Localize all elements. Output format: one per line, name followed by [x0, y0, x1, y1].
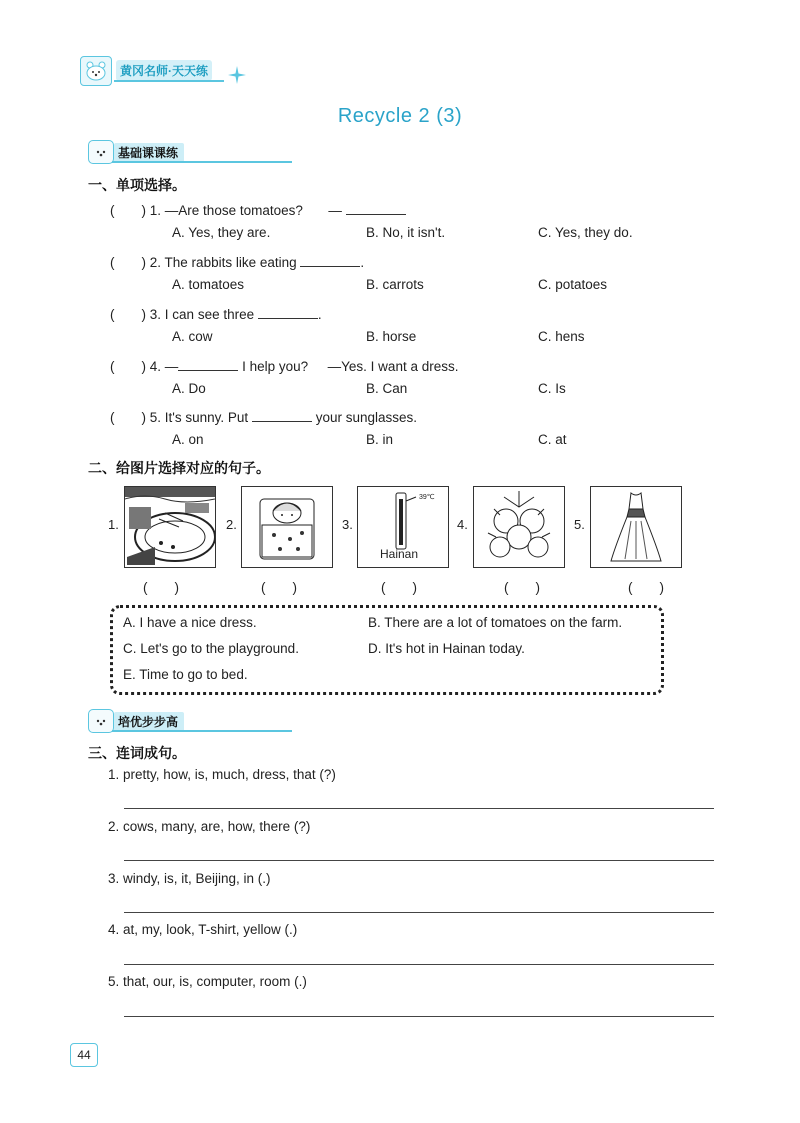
option[interactable]: C. at — [538, 432, 567, 447]
reorder-item: 3. windy, is, it, Beijing, in (.) — [108, 871, 271, 886]
answer-paren[interactable]: ( ) — [110, 255, 146, 270]
answer-line[interactable] — [124, 1016, 714, 1017]
answer-paren[interactable]: ( ) — [381, 580, 417, 595]
answer-paren[interactable]: ( ) — [261, 580, 297, 595]
divider — [112, 730, 292, 732]
reorder-item: 1. pretty, how, is, much, dress, that (?) — [108, 767, 336, 782]
section1-heading: 一、单项选择。 — [88, 177, 186, 193]
answer-paren[interactable]: ( ) — [628, 580, 664, 595]
page-number: 44 — [70, 1043, 98, 1067]
sentence-option[interactable]: D. It's hot in Hainan today. — [368, 641, 525, 656]
answer-paren[interactable]: ( ) — [110, 410, 146, 425]
question-number: 4. — [149, 359, 162, 374]
question-stem: —Yes. I want a dress. — [327, 359, 459, 374]
sentence-option[interactable]: E. Time to go to bed. — [123, 667, 248, 682]
question-number: 2. — [149, 255, 162, 270]
question-number: 5. — [149, 410, 162, 425]
bear-logo-icon — [80, 56, 112, 86]
divider — [112, 161, 292, 163]
question-stem: — — [328, 203, 342, 218]
answer-line[interactable] — [124, 964, 714, 965]
picture-number: 2. — [226, 517, 237, 532]
question-stem: — — [164, 359, 179, 374]
answer-paren[interactable]: ( ) — [110, 359, 146, 374]
answer-paren[interactable]: ( ) — [110, 307, 146, 322]
option[interactable]: B. No, it isn't. — [366, 225, 446, 240]
series-title: 黄冈名师·天天练 — [116, 60, 212, 81]
question-stem: It's sunny. Put — [164, 410, 249, 425]
option[interactable]: C. potatoes — [538, 277, 608, 292]
question-stem: your sunglasses. — [315, 410, 418, 425]
answer-paren[interactable]: ( ) — [110, 203, 146, 218]
reorder-item: 2. cows, many, are, how, there (?) — [108, 819, 311, 834]
section-tag-basic — [88, 140, 298, 166]
answer-line[interactable] — [124, 860, 714, 861]
bear-icon — [88, 709, 114, 733]
question-stem: I help you? — [242, 359, 309, 374]
option[interactable]: B. carrots — [366, 277, 424, 292]
sentence-option[interactable]: A. I have a nice dress. — [123, 615, 257, 630]
question-stem: The rabbits like eating — [164, 255, 297, 270]
question-5 — [110, 406, 417, 426]
reorder-item: 5. that, our, is, computer, room (.) — [108, 974, 307, 989]
answer-blank[interactable] — [178, 357, 238, 371]
series-header — [80, 52, 250, 88]
tag-label: 培优步步高 — [114, 712, 184, 732]
option[interactable]: A. tomatoes — [172, 277, 245, 292]
question-stem: . — [317, 307, 322, 322]
picture-number: 3. — [342, 517, 353, 532]
picture-number: 5. — [574, 517, 585, 532]
answer-line[interactable] — [124, 808, 714, 809]
picture-number: 4. — [457, 517, 468, 532]
question-1 — [110, 199, 406, 219]
question-4 — [110, 355, 458, 375]
dress-picture[interactable] — [590, 486, 682, 568]
option[interactable]: B. Can — [366, 381, 408, 396]
answer-blank[interactable] — [252, 408, 312, 422]
option[interactable]: B. horse — [366, 329, 417, 344]
answer-line[interactable] — [124, 912, 714, 913]
question-3 — [110, 303, 322, 323]
answer-blank[interactable] — [346, 201, 406, 215]
answer-blank[interactable] — [258, 305, 318, 319]
option[interactable]: A. cow — [172, 329, 213, 344]
answer-paren[interactable]: ( ) — [143, 580, 179, 595]
option[interactable]: C. hens — [538, 329, 585, 344]
section2-heading: 二、给图片选择对应的句子。 — [88, 460, 270, 476]
page-title: Recycle 2 (3) — [337, 105, 463, 127]
divider — [114, 80, 224, 82]
question-2 — [110, 251, 364, 271]
tomatoes-picture[interactable] — [473, 486, 565, 568]
star-icon — [228, 66, 246, 84]
section3-heading: 三、连词成句。 — [88, 745, 186, 761]
question-stem: . — [360, 255, 365, 270]
option[interactable]: A. on — [172, 432, 204, 447]
answer-paren[interactable]: ( ) — [504, 580, 540, 595]
tag-label: 基础课课练 — [114, 143, 184, 163]
sentence-option[interactable]: B. There are a lot of tomatoes on the farm. — [368, 615, 623, 630]
question-stem: I can see three — [164, 307, 255, 322]
bed-picture[interactable] — [241, 486, 333, 568]
thermometer-caption: Hainan — [380, 547, 419, 561]
sentence-option[interactable]: C. Let's go to the playground. — [123, 641, 299, 656]
option[interactable]: A. Yes, they are. — [172, 225, 271, 240]
option[interactable]: C. Is — [538, 381, 566, 396]
bear-icon — [88, 140, 114, 164]
question-stem: —Are those tomatoes? — [164, 203, 303, 218]
playground-picture[interactable] — [124, 486, 216, 568]
reorder-item: 4. at, my, look, T-shirt, yellow (.) — [108, 922, 298, 937]
option[interactable]: C. Yes, they do. — [538, 225, 633, 240]
picture-number: 1. — [108, 517, 119, 532]
question-number: 3. — [149, 307, 162, 322]
thermometer-picture[interactable] — [357, 486, 449, 568]
option[interactable]: B. in — [366, 432, 394, 447]
question-number: 1. — [149, 203, 162, 218]
section-tag-advanced — [88, 709, 298, 735]
option[interactable]: A. Do — [172, 381, 206, 396]
temperature-label: 39℃ — [419, 494, 435, 501]
answer-blank[interactable] — [300, 253, 360, 267]
